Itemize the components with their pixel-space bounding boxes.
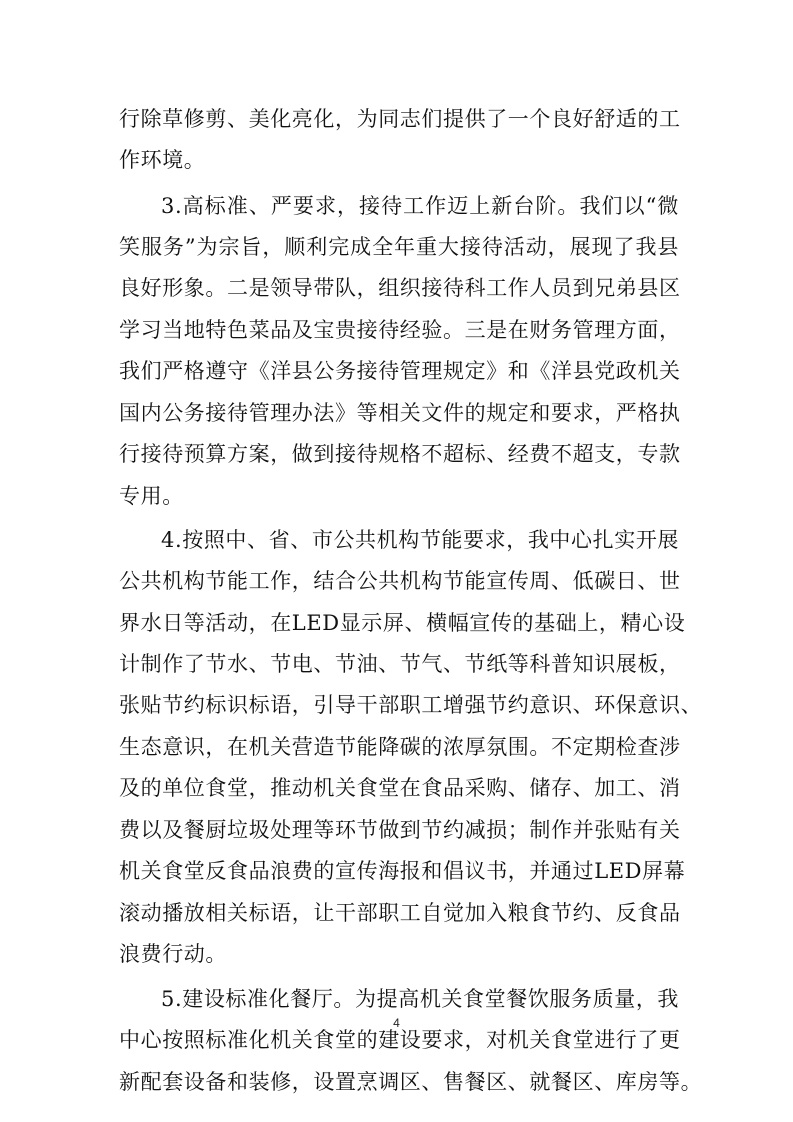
text-line: 浪费行动。 <box>119 942 227 966</box>
text-line: 生态意识，在机关营造节能降碳的浓厚氛围。不定期检查涉 <box>119 735 681 759</box>
paragraph-heading-line: 5.建设标准化餐厅。为提高机关食堂餐饮服务质量，我 <box>161 987 680 1011</box>
paragraph-heading-line: 3.高标准、严要求，接待工作迈上新台阶。我们以“微 <box>161 194 679 218</box>
page-number: 4 <box>393 1016 400 1030</box>
text-line: 计制作了节水、节电、节油、节气、节纸等科普知识展板， <box>119 652 681 676</box>
text-line: 新配套设备和装修，设置烹调区、售餐区、就餐区、库房等。 <box>119 1070 703 1094</box>
text-line: 国内公务接待管理办法》等相关文件的规定和要求，严格执 <box>119 401 681 425</box>
paragraph-heading-line: 4.按照中、省、市公共机构节能要求，我中心扎实开展 <box>161 528 680 552</box>
text-line: 滚动播放相关标语，让干部职工自觉加入粮食节约、反食品 <box>119 901 681 925</box>
text-line: 及的单位食堂，推动机关食堂在食品采购、储存、加工、消 <box>119 776 681 800</box>
text-line: 笑服务”为宗旨，顺利完成全年重大接待活动，展现了我县 <box>119 235 679 259</box>
text-line: 良好形象。二是领导带队，组织接待科工作人员到兄弟县区 <box>119 276 681 300</box>
text-line: 界水日等活动，在LED显示屏、横幅宣传的基础上，精心设 <box>119 611 686 635</box>
text-line: 张贴节约标识标语，引导干部职工增强节约意识、环保意识、 <box>119 693 703 717</box>
text-line: 专用。 <box>119 484 184 508</box>
text-line: 中心按照标准化机关食堂的建设要求，对机关食堂进行了更 <box>119 1028 681 1052</box>
text-line: 费以及餐厨垃圾处理等环节做到节约减损；制作并张贴有关 <box>119 818 681 842</box>
text-line: 学习当地特色菜品及宝贵接待经验。三是在财务管理方面， <box>119 318 681 342</box>
text-line: 机关食堂反食品浪费的宣传海报和倡议书，并通过LED屏幕 <box>119 859 686 883</box>
text-line: 公共机构节能工作，结合公共机构节能宣传周、低碳日、世 <box>119 569 681 593</box>
text-line: 我们严格遵守《洋县公务接待管理规定》和《洋县党政机关 <box>119 359 681 383</box>
text-line: 行接待预算方案，做到接待规格不超标、经费不超支，专款 <box>119 442 681 466</box>
text-line: 行除草修剪、美化亮化，为同志们提供了一个良好舒适的工 <box>119 107 681 131</box>
text-line: 作环境。 <box>119 148 206 172</box>
